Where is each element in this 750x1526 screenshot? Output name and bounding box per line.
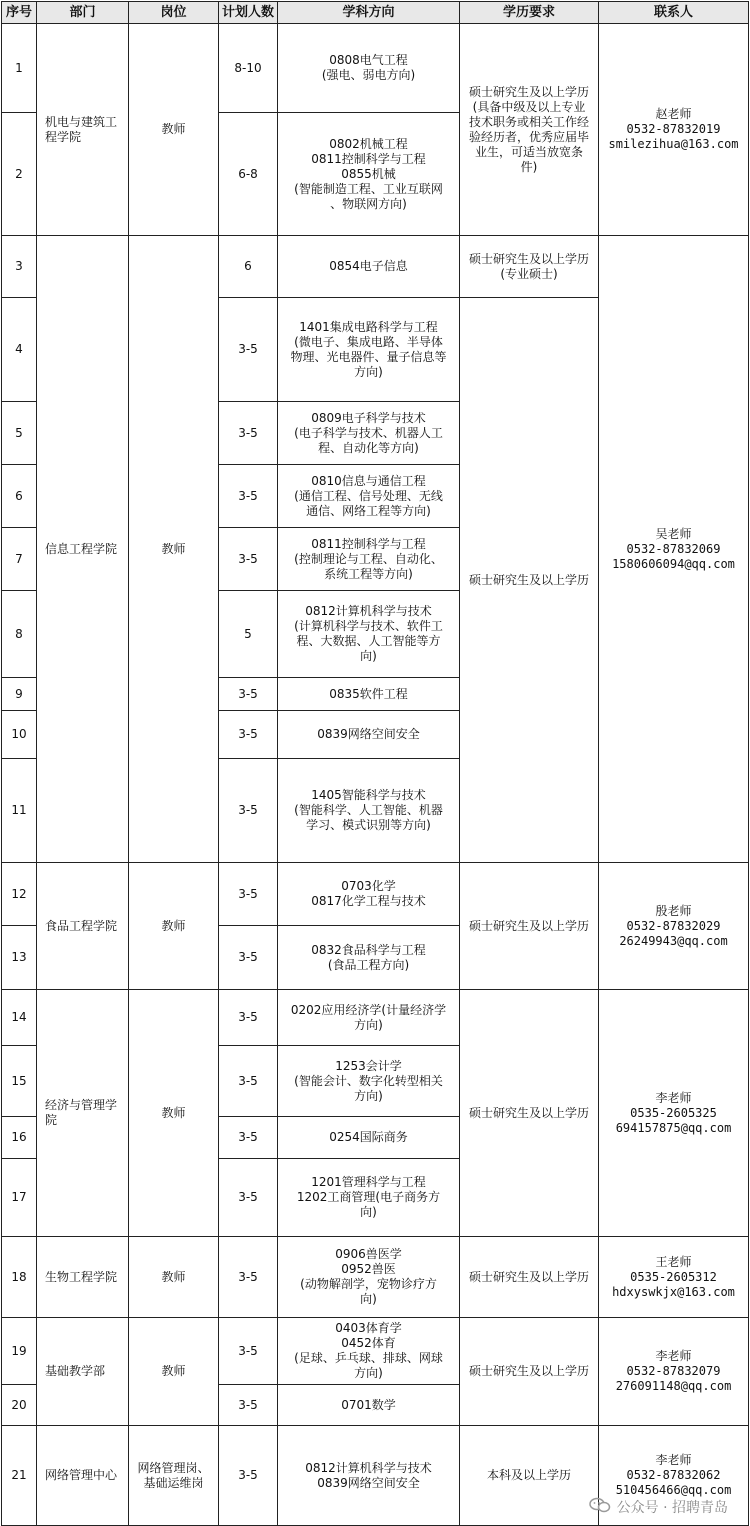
wechat-icon [589, 1497, 611, 1517]
row-number: 9 [2, 678, 37, 711]
education-cell: 本科及以上学历 [460, 1426, 599, 1526]
department-cell: 信息工程学院 [37, 236, 129, 863]
subject-cell: 0854电子信息 [278, 236, 460, 298]
row-number: 2 [2, 113, 37, 236]
contact-cell: 殷老师 0532-87832029 26249943@qq.com [599, 863, 749, 990]
subject-cell: 0809电子科学与技术 (电子科学与技术、机器人工 程、自动化等方向) [278, 402, 460, 465]
department-cell: 基础教学部 [37, 1318, 129, 1426]
contact-cell: 李老师 0532-87832079 276091148@qq.com [599, 1318, 749, 1426]
row-number: 5 [2, 402, 37, 465]
header-education: 学历要求 [460, 2, 599, 24]
row-number: 17 [2, 1159, 37, 1237]
table-row [2, 236, 749, 298]
count-cell: 3-5 [219, 1117, 278, 1159]
table-row [2, 1237, 749, 1318]
subject-cell: 0835软件工程 [278, 678, 460, 711]
recruitment-table [1, 1, 749, 1526]
row-number: 11 [2, 759, 37, 863]
position-cell: 教师 [129, 24, 219, 236]
contact-cell: 吴老师 0532-87832069 1580606094@qq.com [599, 236, 749, 863]
position-cell: 教师 [129, 236, 219, 863]
department-cell: 生物工程学院 [37, 1237, 129, 1318]
subject-cell: 0812计算机科学与技术 (计算机科学与技术、软件工 程、大数据、人工智能等方 向) [278, 591, 460, 678]
contact-cell: 王老师 0535-2605312 hdxyswkjx@163.com [599, 1237, 749, 1318]
education-cell: 硕士研究生及以上学历 [460, 298, 599, 863]
education-cell: 硕士研究生及以上学历 [460, 990, 599, 1237]
row-number: 16 [2, 1117, 37, 1159]
header-position: 岗位 [129, 2, 219, 24]
count-cell: 3-5 [219, 990, 278, 1046]
watermark-text: 公众号 · 招聘青岛 [616, 1500, 728, 1516]
row-number: 8 [2, 591, 37, 678]
subject-cell: 1253会计学 (智能会计、数字化转型相关 方向) [278, 1046, 460, 1117]
row-number: 20 [2, 1385, 37, 1426]
row-number: 7 [2, 528, 37, 591]
header-row [2, 2, 749, 24]
subject-cell: 1201管理科学与工程 1202工商管理(电子商务方 向) [278, 1159, 460, 1237]
department-cell: 网络管理中心 [37, 1426, 129, 1526]
subject-cell: 0703化学 0817化学工程与技术 [278, 863, 460, 926]
header-subject: 学科方向 [278, 2, 460, 24]
position-cell: 教师 [129, 990, 219, 1237]
header-count: 计划人数 [219, 2, 278, 24]
watermark [589, 1497, 728, 1517]
row-number: 13 [2, 926, 37, 990]
subject-cell: 0812计算机科学与技术 0839网络空间安全 [278, 1426, 460, 1526]
count-cell: 3-5 [219, 1046, 278, 1117]
position-cell: 教师 [129, 863, 219, 990]
count-cell: 3-5 [219, 465, 278, 528]
education-cell: 硕士研究生及以上学历 (具备中级及以上专业 技术职务或相关工作经 验经历者，优秀应届毕 业生，可适当放宽条 件) [460, 24, 599, 236]
row-number: 18 [2, 1237, 37, 1318]
subject-cell: 1405智能科学与技术 (智能科学、人工智能、机器 学习、模式识别等方向) [278, 759, 460, 863]
department-cell: 机电与建筑工程学院 [37, 24, 129, 236]
count-cell: 3-5 [219, 402, 278, 465]
row-number: 4 [2, 298, 37, 402]
count-cell: 6-8 [219, 113, 278, 236]
count-cell: 3-5 [219, 711, 278, 759]
count-cell: 3-5 [219, 863, 278, 926]
position-cell: 教师 [129, 1318, 219, 1426]
count-cell: 3-5 [219, 1318, 278, 1385]
count-cell: 6 [219, 236, 278, 298]
subject-cell: 0202应用经济学(计量经济学 方向) [278, 990, 460, 1046]
header-department: 部门 [37, 2, 129, 24]
count-cell: 3-5 [219, 1426, 278, 1526]
position-cell: 网络管理岗、 基础运维岗 [129, 1426, 219, 1526]
subject-cell: 0808电气工程 (强电、弱电方向) [278, 24, 460, 113]
count-cell: 3-5 [219, 298, 278, 402]
subject-cell: 0839网络空间安全 [278, 711, 460, 759]
row-number: 15 [2, 1046, 37, 1117]
department-cell: 经济与管理学 院 [37, 990, 129, 1237]
count-cell: 3-5 [219, 759, 278, 863]
table-row [2, 990, 749, 1046]
header-no: 序号 [2, 2, 37, 24]
subject-cell: 0832食品科学与工程 (食品工程方向) [278, 926, 460, 990]
education-cell: 硕士研究生及以上学历 (专业硕士) [460, 236, 599, 298]
contact-cell: 赵老师 0532-87832019 smilezihua@163.com [599, 24, 749, 236]
subject-cell: 0254国际商务 [278, 1117, 460, 1159]
count-cell: 5 [219, 591, 278, 678]
count-cell: 3-5 [219, 1159, 278, 1237]
subject-cell: 0403体育学 0452体育 (足球、乒乓球、排球、网球 方向) [278, 1318, 460, 1385]
education-cell: 硕士研究生及以上学历 [460, 1237, 599, 1318]
department-cell: 食品工程学院 [37, 863, 129, 990]
row-number: 6 [2, 465, 37, 528]
table-row [2, 24, 749, 113]
subject-cell: 0810信息与通信工程 (通信工程、信号处理、无线 通信、网络工程等方向) [278, 465, 460, 528]
education-cell: 硕士研究生及以上学历 [460, 863, 599, 990]
row-number: 3 [2, 236, 37, 298]
subject-cell: 0811控制科学与工程 (控制理论与工程、自动化、 系统工程等方向) [278, 528, 460, 591]
contact-cell: 李老师 0532-87832062 510456466@qq.com [599, 1426, 749, 1526]
contact-cell: 李老师 0535-2605325 694157875@qq.com [599, 990, 749, 1237]
row-number: 14 [2, 990, 37, 1046]
table-row [2, 863, 749, 926]
row-number: 19 [2, 1318, 37, 1385]
count-cell: 3-5 [219, 678, 278, 711]
count-cell: 8-10 [219, 24, 278, 113]
subject-cell: 0802机械工程 0811控制科学与工程 0855机械 (智能制造工程、工业互联网 、物联网方向) [278, 113, 460, 236]
subject-cell: 1401集成电路科学与工程 (微电子、集成电路、半导体 物理、光电器件、量子信息等 方向) [278, 298, 460, 402]
row-number: 12 [2, 863, 37, 926]
subject-cell: 0906兽医学 0952兽医 (动物解剖学，宠物诊疗方 向) [278, 1237, 460, 1318]
header-contact: 联系人 [599, 2, 749, 24]
count-cell: 3-5 [219, 926, 278, 990]
count-cell: 3-5 [219, 1237, 278, 1318]
education-cell: 硕士研究生及以上学历 [460, 1318, 599, 1426]
row-number: 1 [2, 24, 37, 113]
table-row [2, 1318, 749, 1385]
count-cell: 3-5 [219, 528, 278, 591]
position-cell: 教师 [129, 1237, 219, 1318]
row-number: 10 [2, 711, 37, 759]
subject-cell: 0701数学 [278, 1385, 460, 1426]
row-number: 21 [2, 1426, 37, 1526]
count-cell: 3-5 [219, 1385, 278, 1426]
